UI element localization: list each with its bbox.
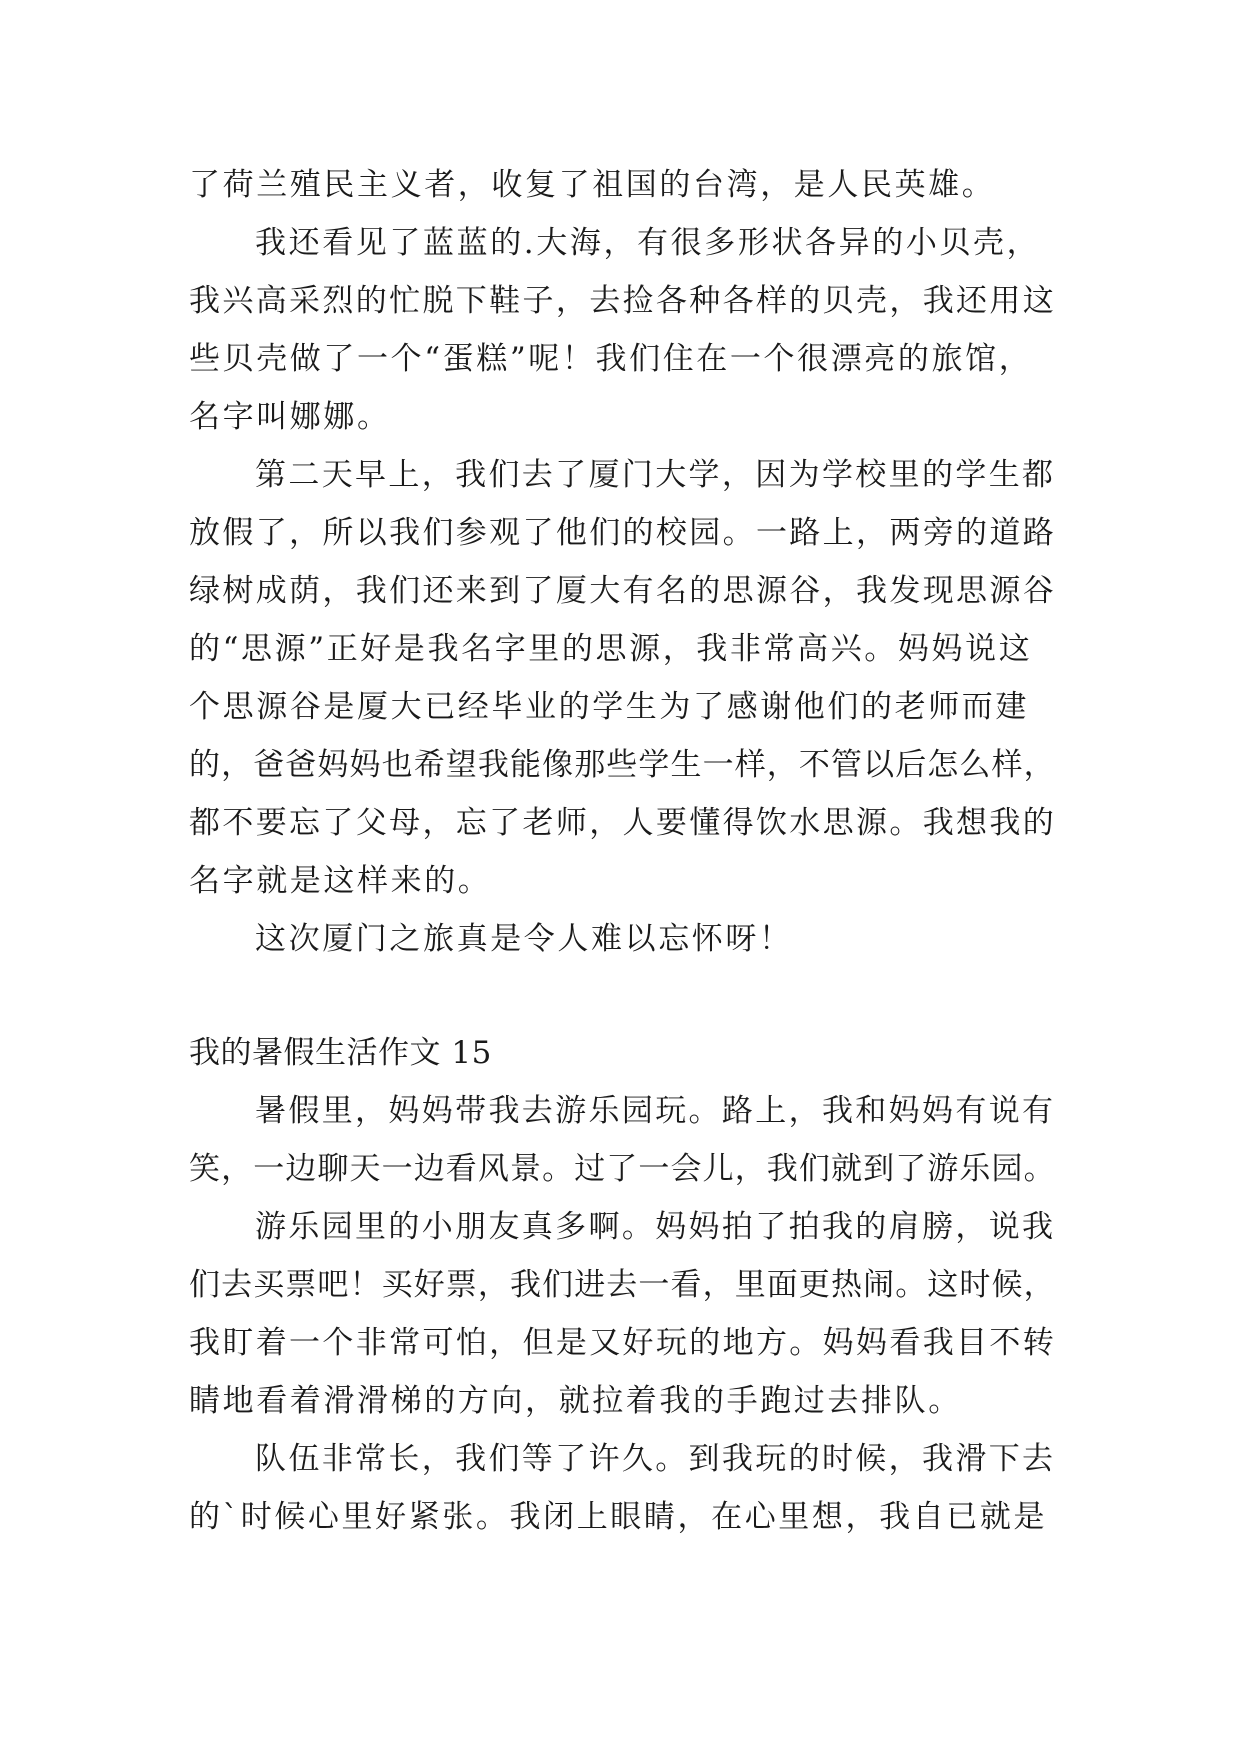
paragraph-line (0, 213, 1241, 273)
paragraph-line (0, 735, 1241, 795)
line-text: 第二天早上，我们去了厦门大学，因为学校里的学生都 (255, 457, 1056, 493)
paragraph-line (0, 329, 1241, 389)
paragraph-line (0, 851, 1241, 911)
paragraph-line (0, 1313, 1241, 1373)
paragraph-line (0, 1197, 1241, 1257)
paragraph-line (0, 1487, 1241, 1547)
line-text: 的，爸爸妈妈也希望我能像那些学生一样，不管以后怎么样， (189, 747, 1056, 783)
paragraph-line (0, 271, 1241, 331)
line-text: 名字叫娜娜。 (189, 399, 391, 435)
line-text: 绿树成荫，我们还来到了厦大有名的思源谷，我发现思源谷 (189, 573, 1057, 609)
paragraph-line (0, 445, 1241, 505)
line-text: 我盯着一个非常可怕，但是又好玩的地方。妈妈看我目不转 (189, 1325, 1057, 1361)
line-text: 暑假里，妈妈带我去游乐园玩。路上，我和妈妈有说有 (255, 1093, 1056, 1129)
line-text: 笑，一边聊天一边看风景。过了一会儿，我们就到了游乐园。 (189, 1151, 1056, 1187)
paragraph-line (0, 503, 1241, 563)
paragraph-line (0, 155, 1241, 215)
line-text: 睛地看着滑滑梯的方向，就拉着我的手跑过去排队。 (189, 1383, 962, 1419)
line-text: 放假了，所以我们参观了他们的校园。一路上，两旁的道路 (189, 515, 1057, 551)
paragraph-line (0, 677, 1241, 737)
line-text: 这次厦门之旅真是令人难以忘怀呀！ (255, 921, 793, 957)
line-text: 我兴高采烈的忙脱下鞋子，去捡各种各样的贝壳，我还用这 (189, 283, 1057, 319)
line-text: 的`时候心里好紧张。我闭上眼睛，在心里想，我自已就是 (189, 1499, 1048, 1535)
line-text: 游乐园里的小朋友真多啊。妈妈拍了拍我的肩膀，说我 (255, 1209, 1056, 1245)
section-title: 我的暑假生活作文 15 (189, 1035, 492, 1071)
paragraph-line (0, 1429, 1241, 1489)
section-heading (0, 1023, 1241, 1083)
line-text: 些贝壳做了一个“蛋糕”呢！我们住在一个很漂亮的旅馆， (189, 341, 1033, 377)
paragraph-line (0, 793, 1241, 853)
line-text: 都不要忘了父母，忘了老师，人要懂得饮水思源。我想我的 (189, 805, 1057, 841)
line-text: 我还看见了蓝蓝的.大海，有很多形状各异的小贝壳， (255, 225, 1041, 261)
paragraph-line (0, 561, 1241, 621)
paragraph-line (0, 619, 1241, 679)
line-text: 们去买票吧！买好票，我们进去一看，里面更热闹。这时候， (189, 1267, 1056, 1303)
paragraph-line (0, 1139, 1241, 1199)
paragraph-line (0, 387, 1241, 447)
paragraph-line (0, 1081, 1241, 1141)
line-text: 的“思源”正好是我名字里的思源，我非常高兴。妈妈说这 (189, 631, 1033, 667)
paragraph-line (0, 1371, 1241, 1431)
line-text: 个思源谷是厦大已经毕业的学生为了感谢他们的老师而建 (189, 689, 1029, 725)
line-text: 队伍非常长，我们等了许久。到我玩的时候，我滑下去 (255, 1441, 1056, 1477)
paragraph-line (0, 1255, 1241, 1315)
paragraph-line (0, 909, 1241, 969)
line-text: 了荷兰殖民主义者，收复了祖国的台湾，是人民英雄。 (189, 167, 996, 203)
line-text: 名字就是这样来的。 (189, 863, 492, 899)
